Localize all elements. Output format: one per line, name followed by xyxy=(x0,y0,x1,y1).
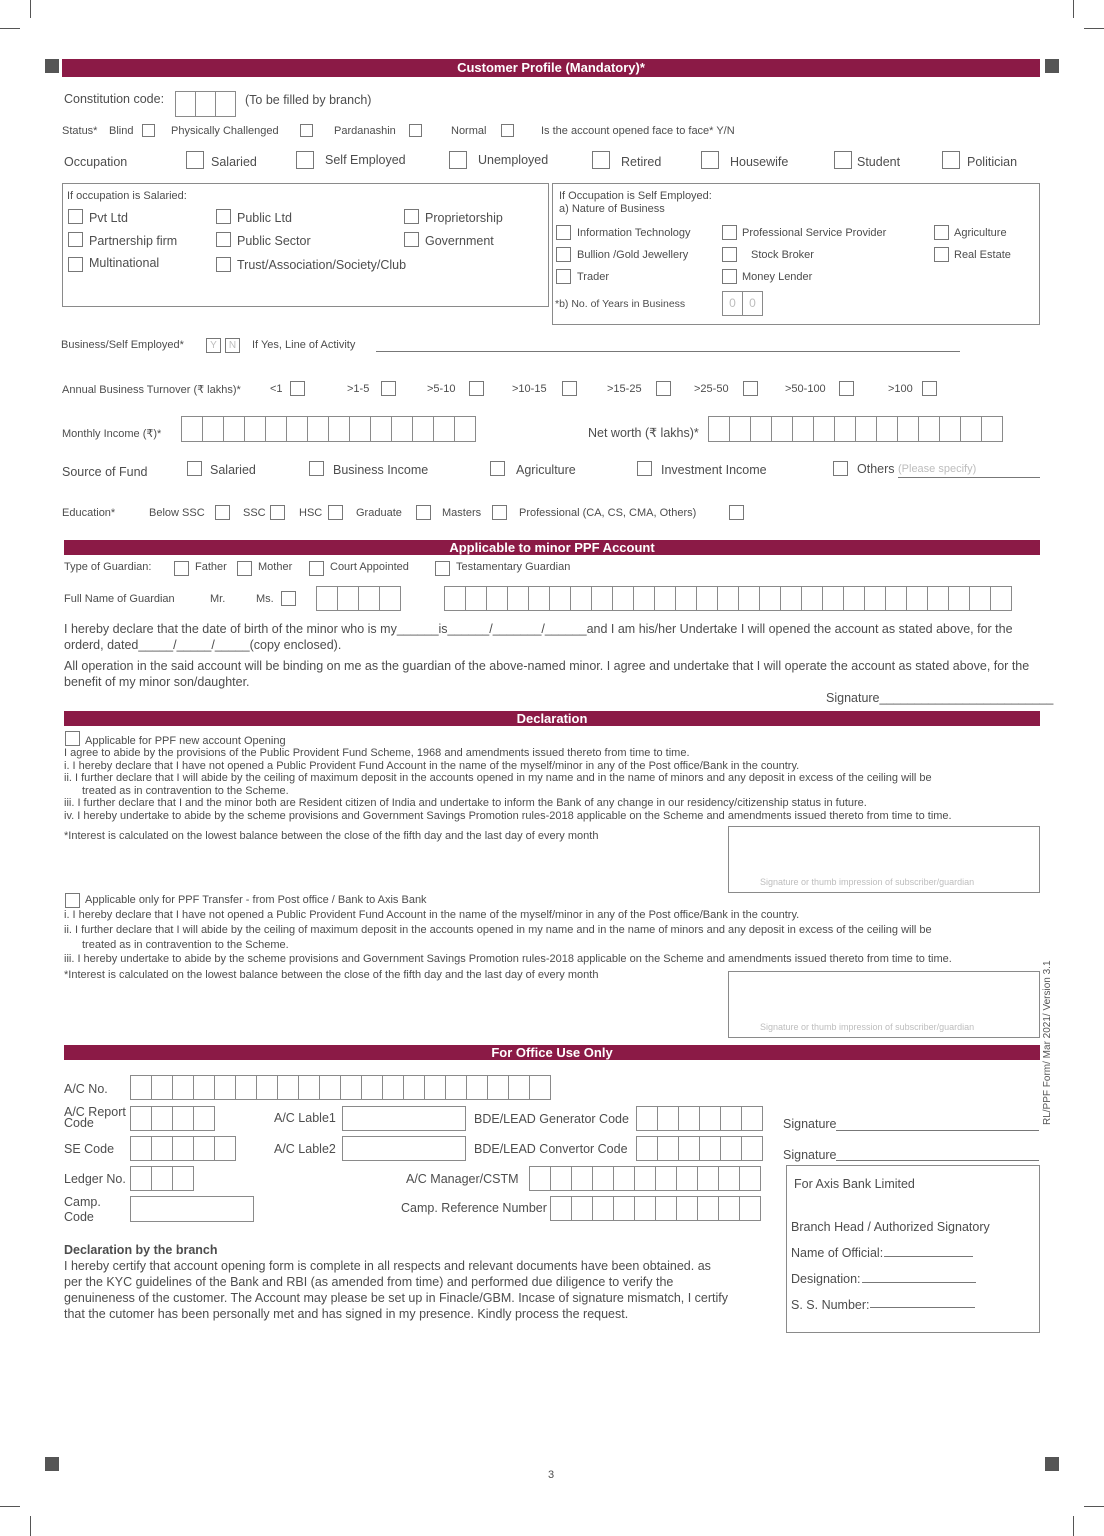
camp-code-input[interactable] xyxy=(130,1196,254,1222)
occupation-label: Occupation xyxy=(64,155,128,169)
registration-mark xyxy=(1045,59,1059,73)
business-real-estate-checkbox[interactable] xyxy=(934,247,949,262)
salaried-public-ltd-label: Public Ltd xyxy=(237,211,292,225)
minor-signature-line[interactable]: Signature_________________________ xyxy=(826,691,1054,705)
guardian-mother-label: Mother xyxy=(258,561,293,573)
minor-ppf-header: Applicable to minor PPF Account xyxy=(64,540,1040,555)
guardian-father-label: Father xyxy=(195,561,227,573)
axis-bank-label: For Axis Bank Limited xyxy=(794,1177,915,1191)
crop-mark xyxy=(1084,28,1104,29)
form-version-label: RL/PPF Form/ Mar 2021/ Version 3.1 xyxy=(1042,960,1053,1125)
bde-convertor-label: BDE/LEAD Convertor Code xyxy=(474,1142,628,1156)
ac-no-label: A/C No. xyxy=(64,1082,108,1096)
occupation-student-checkbox[interactable] xyxy=(834,151,852,169)
declaration-line: i. I hereby declare that I have not opened a Public Provident Fund Account in the name of the myself/minor in any of the Post office/Bank in the country. xyxy=(64,909,800,921)
salaried-public-ltd-checkbox[interactable] xyxy=(216,209,231,224)
declaration-line: treated as in contravention to the Scheme. xyxy=(82,938,289,951)
salaried-pvt-ltd-label: Pvt Ltd xyxy=(89,211,128,225)
salaried-proprietorship-checkbox[interactable] xyxy=(404,209,419,224)
salaried-public-sector-label: Public Sector xyxy=(237,234,311,248)
salaried-pvt-ltd-checkbox[interactable] xyxy=(68,209,83,224)
ppf-transfer-label: Applicable only for PPF Transfer - from Post office / Bank to Axis Bank xyxy=(85,894,427,906)
status-blind-checkbox[interactable] xyxy=(142,124,155,137)
registration-mark xyxy=(45,59,59,73)
new-signature-placeholder: Signature or thumb impression of subscriber/guardian xyxy=(760,877,975,887)
ac-report-line2: Code xyxy=(64,1116,94,1130)
fund-agriculture-checkbox[interactable] xyxy=(490,461,505,476)
edu-hsc-label: HSC xyxy=(299,507,323,519)
crop-mark xyxy=(1073,1516,1074,1536)
fund-business-checkbox[interactable] xyxy=(309,461,324,476)
status-label: Status* xyxy=(62,125,98,137)
constitution-label: Constitution code: xyxy=(64,92,165,106)
office-use-header: For Office Use Only xyxy=(64,1045,1040,1060)
monthly-income-label: Monthly Income (₹)* xyxy=(62,428,162,440)
guardian-ms-checkbox[interactable] xyxy=(281,591,296,606)
turnover-lt1-checkbox[interactable] xyxy=(290,381,305,396)
business-agriculture-label: Agriculture xyxy=(954,227,1007,239)
office-signature-line-2[interactable] xyxy=(836,1160,1039,1161)
monthly-income-input[interactable] xyxy=(181,416,475,442)
salaried-public-sector-checkbox[interactable] xyxy=(216,232,231,247)
declaration-line: iii. I further declare that I and the minor both are Resident citizen of India and undertake to inform the Bank of any change in our residency/citizenship status in future. xyxy=(64,797,867,809)
occupation-retired-label: Retired xyxy=(621,155,662,169)
transfer-signature-placeholder: Signature or thumb impression of subscriber/guardian xyxy=(760,1022,975,1032)
business-money-lender-label: Money Lender xyxy=(742,271,813,283)
edu-ssc-label: SSC xyxy=(243,507,266,519)
salaried-multinational-checkbox[interactable] xyxy=(68,257,83,272)
ac-no-input[interactable] xyxy=(130,1075,550,1100)
business-bullion-label: Bullion /Gold Jewellery xyxy=(577,249,689,261)
occupation-unemployed-label: Unemployed xyxy=(478,153,549,167)
status-normal-checkbox[interactable] xyxy=(501,124,514,137)
ppf-transfer-checkbox[interactable] xyxy=(65,893,80,908)
constitution-code-input[interactable] xyxy=(175,91,235,117)
minor-operation-text: All operation in the said account will be binding on me as the guardian of the above-named minor. I agree and undertake that I will operate the account as stated above, for the benefit of my minor son/daughter. xyxy=(64,659,1030,689)
line-of-activity-input[interactable] xyxy=(376,351,960,352)
bde-generator-input[interactable] xyxy=(636,1106,762,1131)
business-it-label: Information Technology xyxy=(577,227,691,239)
source-of-fund-label: Source of Fund xyxy=(62,465,148,479)
guardian-full-name-input[interactable] xyxy=(444,586,1011,611)
turnover-15-25-checkbox[interactable] xyxy=(656,381,671,396)
education-label: Education* xyxy=(62,507,116,519)
business-self-employed-label: Business/Self Employed* xyxy=(61,339,184,351)
occupation-retired-checkbox[interactable] xyxy=(592,151,610,169)
business-professional-checkbox[interactable] xyxy=(722,225,737,240)
constitution-note: (To be filled by branch) xyxy=(245,93,372,107)
business-trader-label: Trader xyxy=(577,271,609,283)
net-worth-label: Net worth (₹ lakhs)* xyxy=(588,426,699,440)
ledger-no-input[interactable] xyxy=(130,1166,193,1191)
ppf-new-opening-label: Applicable for PPF new account Opening xyxy=(85,735,286,747)
business-professional-label: Professional Service Provider xyxy=(742,227,887,239)
declaration-line: iv. I hereby undertake to abide by the scheme provisions and Government Savings Promotion rules-2018 applicable on the Scheme and amendments issued thereto from time to time. xyxy=(64,809,952,822)
guardian-name-label: Full Name of Guardian xyxy=(64,593,175,605)
declaration-header: Declaration xyxy=(64,711,1040,726)
edu-graduate-label: Graduate xyxy=(356,507,402,519)
crop-mark xyxy=(30,1516,31,1536)
declaration-line: iii. I hereby undertake to abide by the scheme provisions and Government Savings Promotion rules-2018 applicable on the Scheme and amendments issued thereto from time to time. xyxy=(64,953,952,966)
edu-below-ssc-label: Below SSC xyxy=(149,507,205,519)
salaried-government-checkbox[interactable] xyxy=(404,232,419,247)
occupation-salaried-label: Salaried xyxy=(211,155,257,169)
office-signature-line-1[interactable] xyxy=(836,1130,1039,1131)
status-normal-label: Normal xyxy=(451,125,487,137)
net-worth-input[interactable] xyxy=(708,416,1002,442)
camp-reference-label: Camp. Reference Number xyxy=(401,1201,547,1215)
status-pardanashin-label: Pardanashin xyxy=(334,125,396,137)
edu-below-ssc-checkbox[interactable] xyxy=(215,505,230,520)
guardian-testamentary-label: Testamentary Guardian xyxy=(456,561,571,573)
registration-mark xyxy=(45,1457,59,1471)
edu-professional-checkbox[interactable] xyxy=(729,505,744,520)
turnover-1-5-label: >1-5 xyxy=(347,383,370,395)
crop-mark xyxy=(0,28,20,29)
edu-professional-label: Professional (CA, CS, CMA, Others) xyxy=(519,507,697,519)
ppf-new-declaration-list xyxy=(64,747,1044,822)
declaration-line: i. I hereby declare that I have not opened a Public Provident Fund Account in the name of the myself/minor in any of the Post office/Bank in the country. xyxy=(64,759,800,772)
ppf-transfer-declaration-list xyxy=(64,908,1044,967)
ac-report-code-input[interactable] xyxy=(130,1106,214,1131)
occupation-housewife-checkbox[interactable] xyxy=(701,151,719,169)
business-yes-checkbox[interactable]: Y xyxy=(206,338,221,353)
fund-investment-checkbox[interactable] xyxy=(637,461,652,476)
ac-lable1-label: A/C Lable1 xyxy=(274,1111,336,1125)
ac-lable2-label: A/C Lable2 xyxy=(274,1142,336,1156)
guardian-mr-label: Mr. xyxy=(210,593,226,605)
bde-convertor-input[interactable] xyxy=(636,1136,762,1161)
declaration-line: ii. I further declare that I will abide by the ceiling of maximum deposit in the accounts opened in my name and in the name of minors and any deposit in excess of the ceiling will be xyxy=(64,772,932,784)
occupation-student-label: Student xyxy=(857,155,901,169)
fund-salaried-checkbox[interactable] xyxy=(187,461,202,476)
years-digit: 0 xyxy=(742,291,763,316)
salaried-proprietorship-label: Proprietorship xyxy=(425,211,503,225)
occupation-politician-label: Politician xyxy=(967,155,1018,169)
designation-label: Designation: xyxy=(791,1272,861,1286)
occupation-self-employed-label: Self Employed xyxy=(325,153,406,167)
ss-number-input[interactable] xyxy=(870,1307,975,1308)
ac-manager-label: A/C Manager/CSTM xyxy=(406,1172,519,1186)
turnover-10-15-checkbox[interactable] xyxy=(562,381,577,396)
camp-code-line1: Camp. xyxy=(64,1195,101,1209)
nature-of-business-label: a) Nature of Business xyxy=(559,203,665,215)
business-money-lender-checkbox[interactable] xyxy=(722,269,737,284)
office-signature-label-1: Signature xyxy=(783,1117,837,1131)
ppf-new-opening-checkbox[interactable] xyxy=(65,731,80,746)
salaried-partnership-checkbox[interactable] xyxy=(68,232,83,247)
fund-others-label: Others xyxy=(857,462,895,476)
turnover-10-15-label: >10-15 xyxy=(512,383,547,395)
face-to-face-label: Is the account opened face to face* Y/N xyxy=(541,125,735,137)
salaried-trust-checkbox[interactable] xyxy=(216,257,231,272)
status-pardanashin-checkbox[interactable] xyxy=(409,124,422,137)
office-signature-label-2: Signature xyxy=(783,1148,837,1162)
turnover-25-50-label: >25-50 xyxy=(694,383,729,395)
edu-hsc-checkbox[interactable] xyxy=(328,505,343,520)
fund-others-input[interactable] xyxy=(898,477,1040,478)
camp-code-line2: Code xyxy=(64,1210,94,1224)
fund-others-placeholder: (Please specify) xyxy=(898,463,977,475)
turnover-gt100-checkbox[interactable] xyxy=(922,381,937,396)
salaried-title: If occupation is Salaried: xyxy=(67,190,187,202)
minor-declaration-text: I hereby declare that the date of birth of the minor who is my______is______/_______/______and I am his/her Undertake I will opened the account as stated above, for the orderd, dated_____/_____/_____(copy enclosed). xyxy=(64,622,1013,652)
fund-agriculture-label: Agriculture xyxy=(516,463,576,477)
interest-note-transfer: *Interest is calculated on the lowest balance between the close of the fifth day and the last day of every month xyxy=(64,969,599,981)
business-real-estate-label: Real Estate xyxy=(954,249,1011,261)
ac-report-code-label xyxy=(64,1107,126,1129)
ac-lable2-input[interactable] xyxy=(342,1136,466,1161)
fund-salaried-label: Salaried xyxy=(210,463,256,477)
turnover-5-10-label: >5-10 xyxy=(427,383,456,395)
business-trader-checkbox[interactable] xyxy=(556,269,571,284)
business-it-checkbox[interactable] xyxy=(556,225,571,240)
business-stock-broker-checkbox[interactable] xyxy=(722,247,737,262)
se-code-input[interactable] xyxy=(130,1136,235,1161)
guardian-court-label: Court Appointed xyxy=(330,561,409,573)
branch-head-label: Branch Head / Authorized Signatory xyxy=(791,1220,990,1234)
registration-mark xyxy=(1045,1457,1059,1471)
occupation-unemployed-checkbox[interactable] xyxy=(449,151,467,169)
guardian-type-label: Type of Guardian: xyxy=(64,561,152,573)
edu-masters-label: Masters xyxy=(442,507,482,519)
salaried-trust-label: Trust/Association/Society/Club xyxy=(237,258,407,272)
turnover-lt1-label: <1 xyxy=(270,383,283,395)
turnover-gt100-label: >100 xyxy=(888,383,913,395)
ledger-no-label: Ledger No. xyxy=(64,1172,126,1186)
occupation-housewife-label: Housewife xyxy=(730,155,789,169)
fund-investment-label: Investment Income xyxy=(661,463,767,477)
salaried-partnership-label: Partnership firm xyxy=(89,234,178,248)
status-blind-label: Blind xyxy=(109,125,134,137)
camp-code-label xyxy=(64,1195,101,1225)
name-of-official-input[interactable] xyxy=(884,1256,973,1257)
guardian-title-input[interactable] xyxy=(316,586,400,611)
designation-input[interactable] xyxy=(862,1282,976,1283)
branch-declaration-text: I hereby certify that account opening form is complete in all respects and relevant documents have been obtained. as per the KYC guidelines of the Bank and RBI (as amended from time) and performed due diligence to verify the genuineness of the customer. The Account may please be set up in Finacle/GBM. Incase of signature mismatch, I certify that the cutomer has been personally met and has signed in my presence. Kindly process the request. xyxy=(64,1259,728,1321)
turnover-50-100-label: >50-100 xyxy=(785,383,826,395)
years-digit: 0 xyxy=(722,291,743,316)
business-agriculture-checkbox[interactable] xyxy=(934,225,949,240)
crop-mark xyxy=(1084,1506,1104,1507)
turnover-25-50-checkbox[interactable] xyxy=(743,381,758,396)
camp-reference-input[interactable] xyxy=(550,1196,760,1221)
edu-masters-checkbox[interactable] xyxy=(492,505,507,520)
occupation-politician-checkbox[interactable] xyxy=(942,151,960,169)
guardian-ms-label: Ms. xyxy=(256,593,274,605)
se-code-label: SE Code xyxy=(64,1142,115,1156)
edu-ssc-checkbox[interactable] xyxy=(270,505,285,520)
crop-mark xyxy=(0,1506,20,1507)
crop-mark xyxy=(1073,0,1074,18)
status-physically-challenged-label: Physically Challenged xyxy=(171,125,279,137)
business-bullion-checkbox[interactable] xyxy=(556,247,571,262)
status-physically-challenged-checkbox[interactable] xyxy=(300,124,313,137)
years-in-business-input[interactable] xyxy=(722,291,762,316)
name-of-official-label: Name of Official: xyxy=(791,1246,884,1260)
turnover-label: Annual Business Turnover (₹ lakhs)* xyxy=(62,384,241,396)
line-of-activity-label: If Yes, Line of Activity xyxy=(252,339,356,351)
declaration-line: treated as in contravention to the Scheme. xyxy=(82,784,289,797)
crop-mark xyxy=(30,0,31,18)
salaried-government-label: Government xyxy=(425,234,494,248)
fund-business-label: Business Income xyxy=(333,463,429,477)
occupation-salaried-checkbox[interactable] xyxy=(186,151,204,169)
customer-profile-header: Customer Profile (Mandatory)* xyxy=(62,59,1040,77)
self-employed-title: If Occupation is Self Employed: xyxy=(559,190,712,202)
bde-generator-label: BDE/LEAD Generator Code xyxy=(474,1112,629,1126)
guardian-testamentary-checkbox[interactable] xyxy=(435,561,450,576)
turnover-1-5-checkbox[interactable] xyxy=(381,381,396,396)
turnover-50-100-checkbox[interactable] xyxy=(839,381,854,396)
turnover-5-10-checkbox[interactable] xyxy=(469,381,484,396)
edu-graduate-checkbox[interactable] xyxy=(416,505,431,520)
occupation-self-employed-checkbox[interactable] xyxy=(296,151,314,169)
fund-others-checkbox[interactable] xyxy=(833,461,848,476)
turnover-15-25-label: >15-25 xyxy=(607,383,642,395)
business-no-checkbox[interactable]: N xyxy=(225,338,240,353)
declaration-line: ii. I further declare that I will abide by the ceiling of maximum deposit in the accounts opened in my name and in the name of minors and any deposit in excess of the ceiling will be xyxy=(64,923,932,936)
ss-number-label: S. S. Number: xyxy=(791,1298,870,1312)
years-in-business-label: *b) No. of Years in Business xyxy=(555,298,686,310)
business-stock-broker-label: Stock Broker xyxy=(751,249,814,261)
interest-note: *Interest is calculated on the lowest balance between the close of the fifth day and the last day of every month xyxy=(64,830,599,842)
guardian-court-checkbox[interactable] xyxy=(309,561,324,576)
declaration-line: I agree to abide by the provisions of the Public Provident Fund Scheme, 1968 and amendments issued thereto from time to time. xyxy=(64,747,690,759)
salaried-multinational-label: Multinational xyxy=(89,256,160,270)
ac-report-line1: A/C Report xyxy=(64,1105,126,1119)
guardian-mother-checkbox[interactable] xyxy=(237,561,252,576)
branch-declaration-title: Declaration by the branch xyxy=(64,1243,218,1257)
page-number: 3 xyxy=(548,1469,555,1481)
ac-lable1-input[interactable] xyxy=(342,1106,466,1131)
guardian-father-checkbox[interactable] xyxy=(174,561,189,576)
ac-manager-input[interactable] xyxy=(529,1166,760,1191)
